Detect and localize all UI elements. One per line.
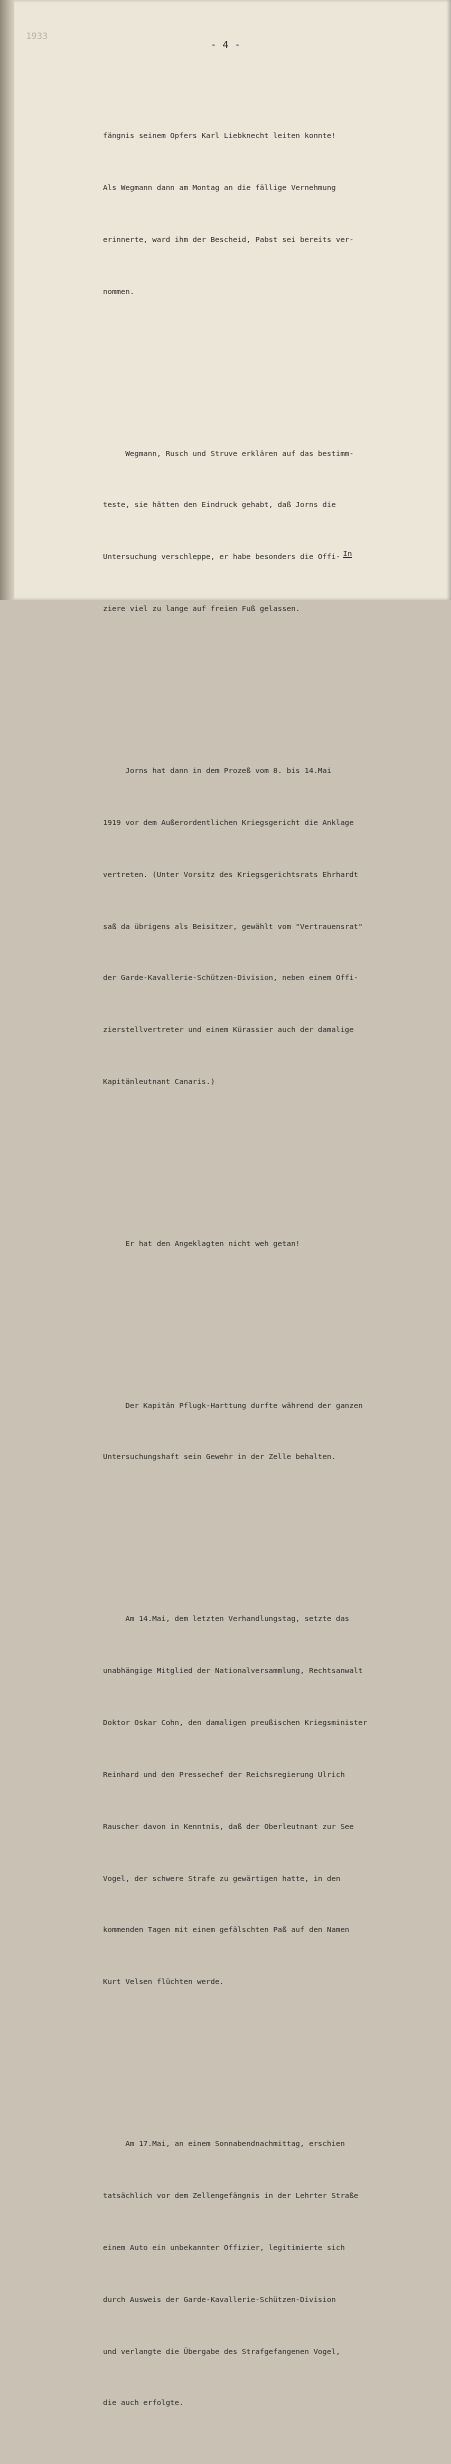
- paragraph: [103, 1576, 383, 2026]
- text-line: Am 17.Mai, an einem Sonnabendnachmittag, erschien: [103, 2139, 345, 2149]
- text-line: tatsächlich vor dem Zellengefängnis in der Lehrter Straße: [103, 2190, 359, 2200]
- paragraph: [103, 93, 383, 335]
- text-line: zierstellvertreter und einem Kürassier auch der damalige: [103, 1025, 354, 1035]
- faint-corner-mark: 1933: [26, 32, 48, 42]
- text-line: vertreten. (Unter Vorsitz des Kriegsgerichtsrats Ehrhardt: [103, 869, 359, 879]
- text-line: Jorns hat dann in dem Prozeß vom 8. bis 14.Mai: [103, 765, 332, 775]
- text-line: ziere viel zu lange auf freien Fuß gelassen.: [103, 604, 301, 614]
- text-line: saß da übrigens als Beisitzer, gewählt vom "Vertrauensrat": [103, 921, 363, 931]
- text-line: kommenden Tagen mit einem gefälschten Paß auf den Namen: [103, 1925, 350, 1935]
- book-spine: [0, 0, 14, 600]
- text-line: Er hat den Angeklagten nicht weh getan!: [103, 1238, 301, 1248]
- text-line: und verlangte die Übergabe des Strafgefangenen Vogel,: [103, 2346, 341, 2356]
- text-line: Untersuchungshaft sein Gewehr in der Zelle behalten.: [103, 1452, 336, 1462]
- typewritten-body: [103, 58, 383, 2464]
- text-line: Wegmann, Rusch und Struve erklären auf das bestimm-: [103, 448, 354, 458]
- paragraph: [103, 2100, 383, 2446]
- text-line: teste, sie hätten den Eindruck gehabt, daß Jorns die: [103, 500, 336, 510]
- page-number: - 4 -: [210, 40, 241, 51]
- text-line: Untersuchung verschleppe, er habe besonders die Offi-: [103, 552, 341, 562]
- text-line: durch Ausweis der Garde-Kavallerie-Schützen-Division: [103, 2294, 336, 2304]
- text-line: die auch erfolgte.: [103, 2398, 184, 2408]
- text-line: einem Auto ein unbekannter Offizier, legitimierte sich: [103, 2242, 345, 2252]
- text-line: nommen.: [103, 286, 135, 296]
- text-line: Der Kapitän Pflugk-Harttung durfte während der ganzen: [103, 1400, 363, 1410]
- text-line: Doktor Oskar Cohn, den damaligen preußischen Kriegsminister: [103, 1717, 368, 1727]
- text-line: Am 14.Mai, dem letzten Verhandlungstag, setzte das: [103, 1614, 350, 1624]
- text-line: Reinhard und den Pressechef der Reichsregierung Ulrich: [103, 1769, 345, 1779]
- paragraph: [103, 1362, 383, 1500]
- text-line: Kapitänleutnant Canaris.): [103, 1077, 215, 1087]
- text-line: Rauscher davon in Kenntnis, daß der Oberleutnant zur See: [103, 1821, 354, 1831]
- catchword: In: [343, 549, 352, 558]
- text-line: Als Wegmann dann am Montag an die fällige Vernehmung: [103, 183, 336, 193]
- text-line: fängnis seinem Opfers Karl Liebknecht leiten konnte!: [103, 131, 336, 141]
- text-line: 1919 vor dem Außerordentlichen Kriegsgericht die Anklage: [103, 817, 354, 827]
- text-line: Kurt Velsen flüchten werde.: [103, 1977, 224, 1987]
- text-line: der Garde-Kavallerie-Schützen-Division, neben einem Offi-: [103, 973, 359, 983]
- paragraph: [103, 1200, 383, 1286]
- text-line: unabhängige Mitglied der Nationalversammlung, Rechtsanwalt: [103, 1666, 363, 1676]
- text-line: erinnerte, ward ihm der Bescheid, Pabst sei bereits ver-: [103, 234, 354, 244]
- paragraph: [103, 410, 383, 652]
- text-line: Vogel, der schwere Strafe zu gewärtigen hatte, in den: [103, 1873, 341, 1883]
- paragraph: [103, 727, 383, 1125]
